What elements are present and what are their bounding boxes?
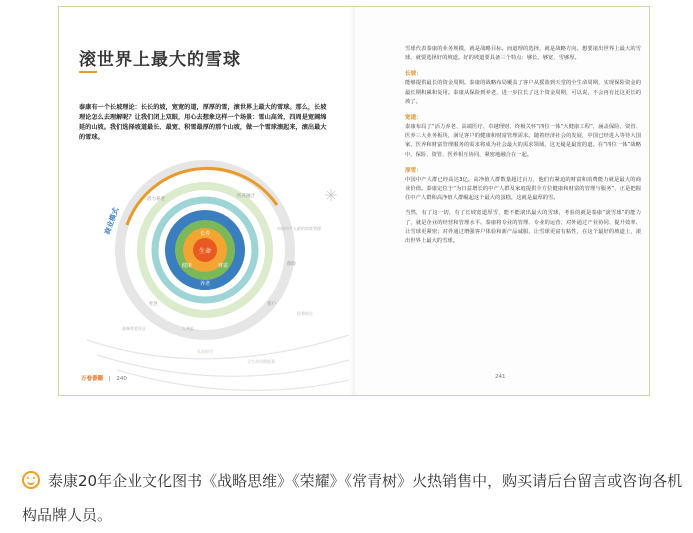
band-label-1: 中国中产人群的财富管理 bbox=[277, 226, 321, 231]
ring-label-4: 养老 bbox=[199, 281, 211, 287]
band-label-3: 人身险 bbox=[182, 326, 194, 331]
band-label-4: 高端养老社区 bbox=[122, 326, 146, 331]
snowflake-icon bbox=[325, 189, 337, 201]
caption-text: 泰康20年企业文化图书《战略思维》《荣耀》《常青树》火热销售中，购买请后台留言或咨询各机构品牌人员。 bbox=[22, 472, 683, 524]
footer-brand: 万卷書籍 bbox=[81, 376, 104, 382]
paragraph: 当然，有了这一切，有了长坡宽道厚雪，能不能滚出最大的雪球，考验的就是泰康“滚雪球”的能力了，就是企业的经营和管理水平。泰康将专业的管理、专业的运营、对外通过产业协同、提升效率、让雪球更紧密；对外通过增强客户体验和新产品诚服，让雪球更富有粘性，在这个最好的坡道上，滚出世界上最大的雪球。 bbox=[405, 210, 641, 245]
promo-caption bbox=[22, 464, 690, 532]
footer-separator: | bbox=[108, 376, 111, 382]
section-heading: 长坡： bbox=[405, 71, 422, 78]
left-page-number: 240 bbox=[116, 376, 127, 382]
core-label: 生命 bbox=[198, 248, 212, 255]
paragraph: 中国中产人群已经高达3亿，高净值人群数量超过百万，他们有紧迫的财富和消费能力就是最大的商业价值。泰康定位于“为日益增长的中产人群及家庭提供全方位健康和财富的管理与服务”，正是把握住中产人群和高净值人群崛起这个最大的蛋糕，这就是最厚的雪。 bbox=[405, 176, 641, 202]
label-2: 活力养老 bbox=[147, 197, 165, 202]
left-page bbox=[59, 7, 355, 395]
left-footer bbox=[81, 374, 127, 382]
band-label-6: 全生命周期服务 bbox=[247, 359, 275, 364]
ring-label-1: 长寿 bbox=[199, 231, 211, 237]
band-label-5: 长寿时代 bbox=[197, 349, 213, 354]
right-page bbox=[355, 7, 649, 395]
paragraph: 泰康布局了“活力养老、高端医疗、卓越理财、终极关怀”四位一体“大健康工程”，涵盖保险、资管、医养三大业务板块，满足客户的健康和财富管理需求。随着经济社会的发展，中国已经进入等待大国家，医养和财富管理服务的需求将成为社会最大的需求领域，这无疑是最宽的道。在“四位一体”战略中，保险、资管、医养相互协同，紧密地融合在一起。 bbox=[405, 124, 641, 158]
smiley-icon bbox=[22, 471, 40, 489]
band-label-2: 医养结合 bbox=[297, 311, 313, 316]
ring-label-2: 健康 bbox=[181, 263, 193, 269]
intro-paragraph: 泰康有一个长坡理论：长长的坡，宽宽的道，厚厚的雪，滚世界上最大的雪球。那么，长坡理论怎么去理解呢？让我们闭上双眼，用心去想象这样一个场景：雪山高耸，四周是宽阔绵延的山坡。我们选择坡道最长、最宽、积雪最厚的那个山坡，做一个雪球滚起来，滚出最大的雪球。 bbox=[79, 104, 327, 141]
book-spread bbox=[58, 6, 650, 396]
label-3: 医养融合 bbox=[237, 194, 255, 199]
paragraph: 能够提供最长的资金周期。泰康的战略布局覆盖了客户从摇篮到天堂的全生命周期，实现保险资金的最长期积累和复用。泰康从保险到养老，进一步拉长了这个资金周期，可以说，不会再有比这更长的坡了。 bbox=[405, 80, 641, 105]
section-heading: 宽道： bbox=[405, 115, 422, 122]
title-rule bbox=[79, 71, 97, 73]
business-model-label: 商业模式 bbox=[103, 206, 121, 236]
right-text-column bbox=[405, 45, 641, 252]
right-page-number: 241 bbox=[495, 374, 506, 380]
ring-label-3: 财富 bbox=[217, 263, 229, 269]
label-6: 保险 bbox=[287, 262, 296, 267]
snowball-diagram bbox=[87, 155, 349, 395]
wave-lines bbox=[87, 335, 349, 390]
chapter-title: 滚世界上最大的雪球 bbox=[79, 50, 241, 70]
paragraph: 雪球代表泰康的业务规模，就是战略目标。而道理的选择，就是战略方向。想要滚出世界上最大的雪球，就要选择好的坡道。好的坡道要具备三个特点：够长、够宽、雪够厚。 bbox=[405, 46, 641, 62]
label-4: 社区 bbox=[149, 302, 158, 307]
label-5: 客户 bbox=[267, 302, 276, 307]
section-heading: 厚雪： bbox=[405, 167, 422, 174]
